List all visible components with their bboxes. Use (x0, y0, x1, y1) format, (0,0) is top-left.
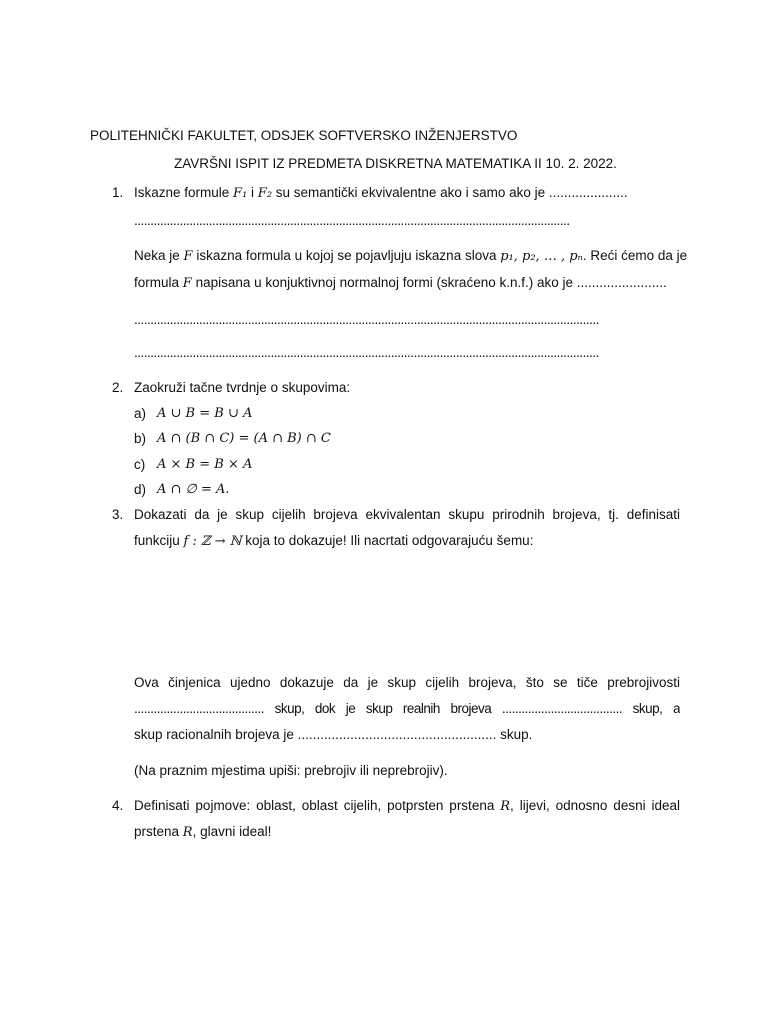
q3-continuation-2: ........................................ skup, dok je skup realnih brojeva ..................................... skup, a (134, 701, 680, 716)
q1-number: 1. (112, 185, 124, 200)
q4-ring-r: R (500, 799, 511, 814)
q1-text-a: Iskazne formule (134, 185, 234, 200)
q4-text-a: Definisati pojmove: oblast, oblast cijelih, potprsten prstena (134, 798, 501, 813)
q2-item-c-label: c) (134, 457, 146, 472)
q1-formula-f-2: F (182, 276, 192, 291)
q2-item-c-expr: A × B = B × A (157, 457, 253, 472)
q1-formula-f1: F₁ (233, 186, 248, 201)
q1-para-line2 (134, 274, 667, 293)
q3-line1: Dokazati da je skup cijelih brojeva ekvivalentan skupu prirodnih brojeva, tj. definisati (134, 507, 680, 522)
q1-text-and: i (247, 185, 258, 200)
q2-number: 2. (112, 380, 124, 395)
q4-line2 (134, 823, 271, 842)
q4-text-b: , lijevi, odnosno desni ideal (510, 798, 681, 813)
q4-line1 (134, 797, 680, 816)
q1-p3-text-a: formula (134, 275, 183, 290)
q3-text-b: koja to dokazuje! Ili nacrtati odgovarajuću šemu: (241, 533, 534, 548)
q2-prompt: Zaokruži tačne tvrdnje o skupovima: (134, 380, 351, 395)
q2-item-a-label: a) (134, 406, 147, 421)
q3-continuation-1: Ova činjenica ujedno dokazuje da je skup cijelih brojeva, što se tiče prebrojivosti (134, 675, 680, 690)
q4-ring-r-2: R (182, 825, 193, 840)
q1-p2-text-b: iskazna formula u kojoj se pojavljuju iskazna slova (192, 248, 501, 263)
q2-item-b-label: b) (134, 431, 147, 446)
q3-line2 (134, 532, 533, 551)
q1-answer-dots-3: ............................................................................................................................................... (134, 345, 599, 360)
q4-text-d: , glavni ideal! (192, 824, 272, 839)
q1-formula-f2: F₂ (257, 186, 273, 201)
q1-p2-text-a: Neka je (134, 248, 184, 263)
institution-header: POLITEHNIČKI FAKULTET, ODSJEK SOFTVERSKO INŽENJERSTVO (90, 128, 518, 143)
q4-text-c: prstena (134, 824, 183, 839)
q1-para-line1 (134, 247, 688, 266)
q2-item-d-label: d) (134, 482, 147, 497)
q1-answer-dots-1: ...................................................................................................................................... (134, 213, 570, 228)
q2-item-b-expr: A ∩ (B ∩ C) = (A ∩ B) ∩ C (157, 431, 331, 446)
exam-title: ZAVRŠNI ISPIT IZ PREDMETA DISKRETNA MATEMATIKA II 10. 2. 2022. (174, 156, 617, 171)
q3-continuation-3: skup racionalnih brojeva je ..................................................... skup. (134, 727, 533, 742)
q2-item-d-expr: A ∩ ∅ = A. (157, 482, 230, 497)
q1-text-b: su semantički ekvivalentne ako i samo ako je ..................... (272, 185, 628, 200)
q3-text-a: funkciju (134, 533, 184, 548)
q1-p3-text-b: napisana u konjuktivnoj normalnoj formi (skraćeno k.n.f.) ako je ........................ (191, 275, 667, 290)
q1-p2-text-c: . Reći ćemo da je (582, 248, 688, 263)
q4-number: 4. (112, 798, 124, 813)
q1-answer-dots-2: ............................................................................................................................................... (134, 312, 599, 327)
q1-formula-f: F (183, 249, 193, 264)
q2-item-a-expr: A ∪ B = B ∪ A (157, 406, 253, 421)
q3-function: f : ℤ → ℕ (183, 534, 242, 549)
q1-line1 (134, 184, 628, 203)
q1-variables: p₁, p₂, … , pₙ (500, 249, 583, 264)
q3-number: 3. (112, 507, 124, 522)
q3-hint: (Na praznim mjestima upiši: prebrojiv ili neprebrojiv). (134, 763, 448, 778)
